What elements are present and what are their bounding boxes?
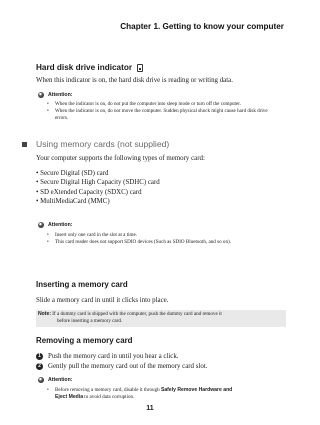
list-item: • Secure Digital High Capacity (SDHC) card (36, 179, 160, 187)
page-number: 11 (146, 405, 154, 412)
list-item: • SD eXtended Capacity (SDXC) card (36, 188, 142, 196)
attention-icon (38, 92, 44, 98)
removing-steps (36, 352, 207, 371)
step-text: Push the memory card in until you hear a click. (48, 353, 179, 360)
step-item (36, 362, 207, 372)
inserting-body: Slide a memory card in until it clicks into place. (36, 297, 169, 304)
list-item: • This card reader does not support SDIO devices (Such as SDIO Bluetooth, and so on). (46, 239, 276, 246)
removing-bullet-list (46, 387, 276, 401)
step-number-icon: 1 (36, 353, 43, 360)
attention-label: Attention: (48, 377, 73, 383)
inserting-heading: Inserting a memory card (36, 280, 128, 289)
attention-icon (38, 222, 44, 228)
hdd-body: When this indicator is on, the hard disk drive is reading or writing data. (36, 77, 233, 84)
memory-heading-text: Using memory cards (not supplied) (36, 139, 170, 149)
bullet-bold-text: Safely Remove Hardware and (160, 387, 233, 393)
hdd-heading (36, 63, 143, 72)
hdd-attention (38, 92, 73, 98)
step-number-icon: 2 (36, 363, 43, 370)
note-text-continued: before inserting a memory card. (57, 317, 123, 324)
note-box (36, 310, 286, 327)
bullet-bold-text: Eject Media (55, 393, 84, 400)
note-text: If a dummy card is shipped with the computer, push the dummy card and remove it (51, 311, 222, 317)
attention-label: Attention: (48, 222, 73, 228)
step-item (36, 352, 207, 362)
list-item (46, 387, 276, 401)
list-item: • MultiMediaCard (MMC) (36, 198, 110, 206)
memory-intro: Your computer supports the following types of memory card: (36, 155, 205, 162)
memory-heading (22, 139, 169, 149)
chapter-header: Chapter 1. Getting to know your computer (120, 22, 284, 31)
step-text: Gently pull the memory card out of the memory card slot. (48, 362, 208, 370)
card-type-list (36, 169, 160, 207)
memory-bullet-list (46, 232, 276, 246)
bullet-text: to avoid data corruption. (83, 393, 135, 400)
attention-icon (38, 377, 44, 383)
hdd-bullet-list (46, 101, 276, 121)
removing-heading: Removing a memory card (36, 336, 133, 345)
hard-disk-icon (137, 64, 143, 72)
removing-attention (38, 377, 73, 383)
square-bullet-icon (22, 142, 27, 147)
list-item: • When the indicator is on, do not move the computer. Sudden physical shock might cause hard disk drive errors. (46, 108, 276, 122)
list-item: • Insert only one card in the slot at a time. (46, 232, 276, 239)
list-item: • When the indicator is on, do not put the computer into sleep mode or turn off the computer. (46, 101, 276, 108)
hdd-heading-text: Hard disk drive indicator (36, 63, 133, 72)
attention-label: Attention: (48, 92, 73, 98)
memory-attention (38, 222, 73, 228)
list-item: • Secure Digital (SD) card (36, 170, 109, 177)
bullet-text: Before removing a memory card, disable it through (55, 387, 161, 393)
note-label: Note: (38, 311, 52, 317)
